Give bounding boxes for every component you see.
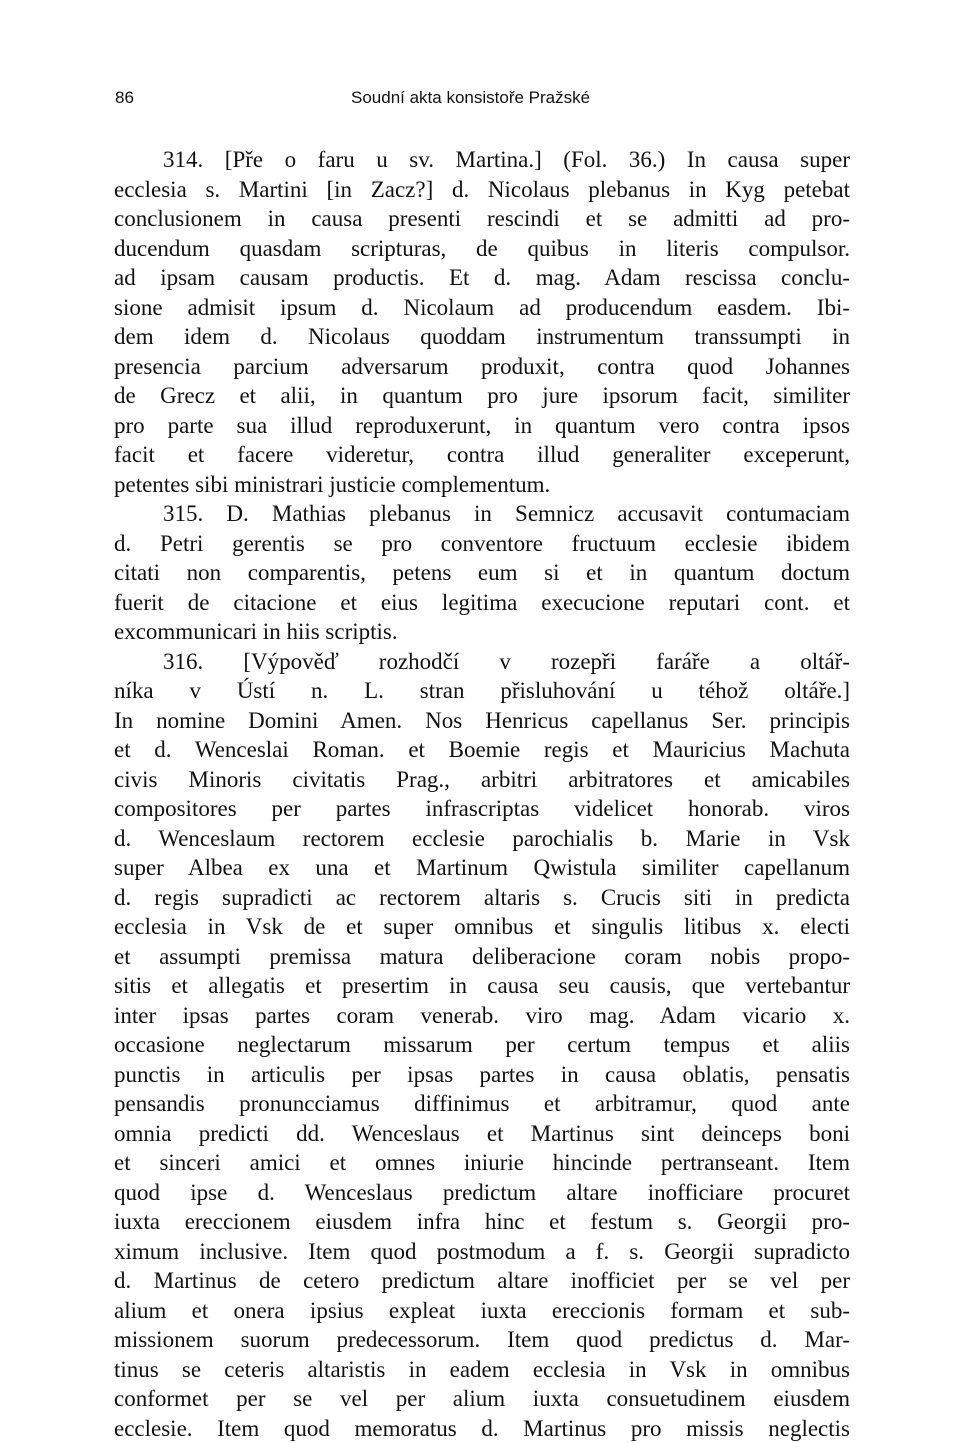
text-line: missionem suorum predecessorum. Item quod predictus d. Mar- — [114, 1325, 850, 1355]
text-line: In nomine Domini Amen. Nos Henricus capellanus Ser. principis — [114, 706, 850, 736]
text-line: ximum inclusive. Item quod postmodum a f. s. Georgii supradicto — [114, 1237, 850, 1267]
text-line: d. Petri gerentis se pro conventore fructuum ecclesie ibidem — [114, 529, 850, 559]
text-line: sitis et allegatis et presertim in causa seu causis, que vertebantur — [114, 971, 850, 1001]
text-line: et d. Wenceslai Roman. et Boemie regis et Mauricius Machuta — [114, 735, 850, 765]
text-line: pensandis pronuncciamus diffinimus et arbitramur, quod ante — [114, 1089, 850, 1119]
text-line: d. regis supradicti ac rectorem altaris s. Crucis siti in predicta — [114, 883, 850, 913]
text-line: 314. [Pře o faru u sv. Martina.] (Fol. 36.) In causa super — [114, 145, 850, 175]
text-line: 316. [Výpověď rozhodčí v rozepři faráře a oltář- — [114, 647, 850, 677]
text-line: pro parte sua illud reproduxerunt, in quantum vero contra ipsos — [114, 411, 850, 441]
text-line: ecclesie. Item quod memoratus d. Martinus pro missis neglectis — [114, 1414, 850, 1443]
running-header — [115, 88, 850, 116]
running-title: Soudní akta konsistoře Pražské — [351, 88, 590, 108]
text-line: facit et facere videretur, contra illud generaliter exceperunt, — [114, 440, 850, 470]
text-line: super Albea ex una et Martinum Qwistula similiter capellanum — [114, 853, 850, 883]
text-line: tinus se ceteris altaristis in eadem ecclesia in Vsk in omnibus — [114, 1355, 850, 1385]
text-line: de Grecz et alii, in quantum pro jure ipsorum facit, similiter — [114, 381, 850, 411]
text-line: ad ipsam causam productis. Et d. mag. Adam rescissa conclu- — [114, 263, 850, 293]
text-line: et sinceri amici et omnes iniurie hincinde pertranseant. Item — [114, 1148, 850, 1178]
text-line: occasione neglectarum missarum per certum tempus et aliis — [114, 1030, 850, 1060]
page-number: 86 — [115, 88, 134, 108]
text-line: fuerit de citacione et eius legitima execucione reputari cont. et — [114, 588, 850, 618]
text-line: compositores per partes infrascriptas videlicet honorab. viros — [114, 794, 850, 824]
text-line: sione admisit ipsum d. Nicolaum ad producendum easdem. Ibi- — [114, 293, 850, 323]
text-line: iuxta ereccionem eiusdem infra hinc et festum s. Georgii pro- — [114, 1207, 850, 1237]
text-line: dem idem d. Nicolaus quoddam instrumentum transsumpti in — [114, 322, 850, 352]
text-line: conformet per se vel per alium iuxta consuetudinem eiusdem — [114, 1384, 850, 1414]
body-text — [114, 145, 850, 1443]
text-line: presencia parcium adversarum produxit, contra quod Johannes — [114, 352, 850, 382]
text-line: níka v Ústí n. L. stran přisluhování u téhož oltáře.] — [114, 676, 850, 706]
text-line: ecclesia in Vsk de et super omnibus et singulis litibus x. electi — [114, 912, 850, 942]
text-line: punctis in articulis per ipsas partes in causa oblatis, pensatis — [114, 1060, 850, 1090]
text-line: d. Wenceslaum rectorem ecclesie parochialis b. Marie in Vsk — [114, 824, 850, 854]
text-line: civis Minoris civitatis Prag., arbitri arbitratores et amicabiles — [114, 765, 850, 795]
text-line: alium et onera ipsius expleat iuxta ereccionis formam et sub- — [114, 1296, 850, 1326]
text-line: quod ipse d. Wenceslaus predictum altare inofficiare procuret — [114, 1178, 850, 1208]
text-line: ducendum quasdam scripturas, de quibus in literis compulsor. — [114, 234, 850, 264]
text-line: inter ipsas partes coram venerab. viro mag. Adam vicario x. — [114, 1001, 850, 1031]
text-line: excommunicari in hiis scriptis. — [114, 617, 850, 647]
text-line: conclusionem in causa presenti rescindi et se admitti ad pro- — [114, 204, 850, 234]
text-line: omnia predicti dd. Wenceslaus et Martinus sint deinceps boni — [114, 1119, 850, 1149]
text-line: d. Martinus de cetero predictum altare inofficiet per se vel per — [114, 1266, 850, 1296]
text-line: 315. D. Mathias plebanus in Semnicz accusavit contumaciam — [114, 499, 850, 529]
text-line: ecclesia s. Martini [in Zacz?] d. Nicolaus plebanus in Kyg petebat — [114, 175, 850, 205]
text-line: citati non comparentis, petens eum si et in quantum doctum — [114, 558, 850, 588]
text-line: et assumpti premissa matura deliberacione coram nobis propo- — [114, 942, 850, 972]
text-line: petentes sibi ministrari justicie complementum. — [114, 470, 850, 500]
